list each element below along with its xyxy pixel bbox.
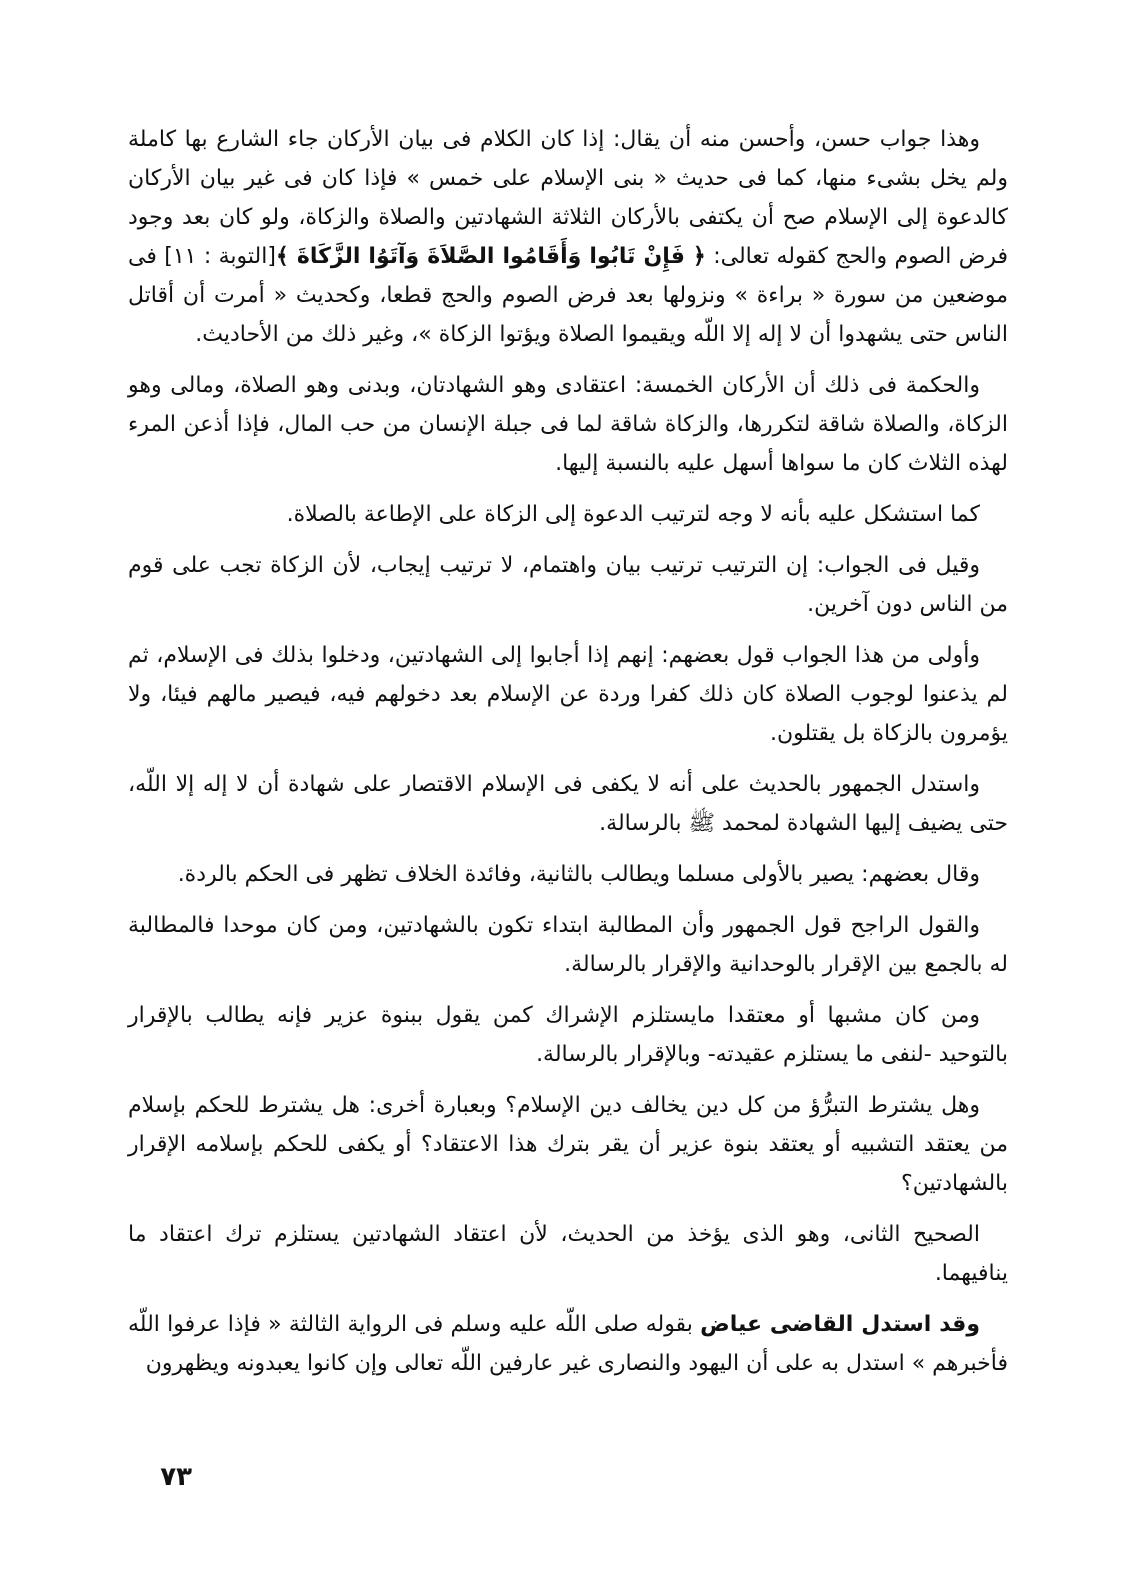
paragraph-12-lead: وقد استدل القاضى عياض bbox=[700, 1312, 980, 1337]
paragraph-8: والقول الراجح قول الجمهور وأن المطالبة ابتداء تكون بالشهادتين، ومن كان موحدا فالمطالبة له بالجمع بين الإقرار بالوحدانية والإقرار بالرسالة. bbox=[128, 913, 1008, 977]
paragraph-5: وأولى من هذا الجواب قول بعضهم: إنهم إذا أجابوا إلى الشهادتين، ودخلوا بذلك فى الإسلام، ثم لم يذعنوا لوجوب الصلاة كان ذلك كفرا وردة عن الإسلام بعد دخولهم فيه، فيصير مالهم فيئا، ولا يؤمرون بالزكاة بل يقتلون. bbox=[128, 643, 1008, 746]
paragraph-12-text: بقوله صلى اللّه عليه وسلم فى الرواية الثالثة « فإذا عرفوا اللّه فأخبرهم » استدل به على أن اليهود والنصارى غير عارفين اللّه تعالى وإن كانوا يعبدونه ويظهرون bbox=[128, 1312, 1008, 1376]
page-body bbox=[128, 120, 1008, 1395]
paragraph-7: وقال بعضهم: يصير بالأولى مسلما ويطالب بالثانية، وفائدة الخلاف تظهر فى الحكم بالردة. bbox=[177, 862, 980, 887]
paragraph-3: كما استشكل عليه بأنه لا وجه لترتيب الدعوة إلى الزكاة على الإطاعة بالصلاة. bbox=[286, 502, 980, 527]
paragraph-1 bbox=[128, 120, 1008, 354]
paragraph-12 bbox=[128, 1305, 1008, 1383]
paragraph-2: والحكمة فى ذلك أن الأركان الخمسة: اعتقادى وهو الشهادتان، وبدنى وهو الصلاة، ومالى وهو الزكاة، والصلاة شاقة لتكررها، والزكاة شاقة لما فى جبلة الإنسان من حب المال، فإذا أذعن المرء لهذه الثلاث كان ما سواها أسهل عليه بالنسبة إليها. bbox=[128, 373, 1008, 476]
paragraph-10: وهل يشترط التبرُّؤ من كل دين يخالف دين الإسلام؟ وبعبارة أخرى: هل يشترط للحكم بإسلام من يعتقد التشبيه أو يعتقد بنوة عزير أن يقر بترك هذا الاعتقاد؟ أو يكفى للحكم بإسلامه الإقرار بالشهادتين؟ bbox=[128, 1093, 1008, 1196]
paragraph-1-text-b: [التوبة : ١١] فى موضعين من سورة « براءة » ونزولها بعد فرض الصوم والحج قطعا، وكحديث « أمرت أن أقاتل الناس حتى يشهدوا أن لا إله إلا اللّه ويقيموا الصلاة ويؤتوا الزكاة »، وغير ذلك من الأحاديث. bbox=[128, 244, 1008, 347]
paragraph-1-text-a: وهذا جواب حسن، وأحسن منه أن يقال: إذا كان الكلام فى بيان الأركان جاء الشارع بها كاملة ولم يخل بشىء منها، كما فى حديث « بنى الإسلام على خمس » فإذا كان فى غير بيان الأركان كالدعوة إلى الإسلام صح أن يكتفى بالأركان الثلاثة الشهادتين والصلاة والزكاة، ولو كان بعد وجود فرض الصوم والحج كقوله تعالى: bbox=[128, 127, 1008, 269]
paragraph-9: ومن كان مشبها أو معتقدا مايستلزم الإشراك كمن يقول ببنوة عزير فإنه يطالب بالإقرار بالتوحيد -لنفى ما يستلزم عقيدته- وبالإقرار بالرسالة. bbox=[128, 1003, 1008, 1067]
quran-verse: ﴿ فَإِنْ تَابُوا وَأَقَامُوا الصَّلاَةَ وَآتَوُا الزَّكَاةَ ﴾ bbox=[275, 244, 706, 269]
page-number: ٧٣ bbox=[160, 1462, 192, 1492]
paragraph-11: الصحيح الثانى، وهو الذى يؤخذ من الحديث، لأن اعتقاد الشهادتين يستلزم ترك اعتقاد ما ينافيهما. bbox=[128, 1222, 1008, 1286]
paragraph-6: واستدل الجمهور بالحديث على أنه لا يكفى فى الإسلام الاقتصار على شهادة أن لا إله إلا اللّه، حتى يضيف إليها الشهادة لمحمد ﷺ بالرسالة. bbox=[128, 772, 1008, 836]
paragraph-4: وقيل فى الجواب: إن الترتيب ترتيب بيان واهتمام، لا ترتيب إيجاب، لأن الزكاة تجب على قوم من الناس دون آخرين. bbox=[128, 553, 1008, 617]
